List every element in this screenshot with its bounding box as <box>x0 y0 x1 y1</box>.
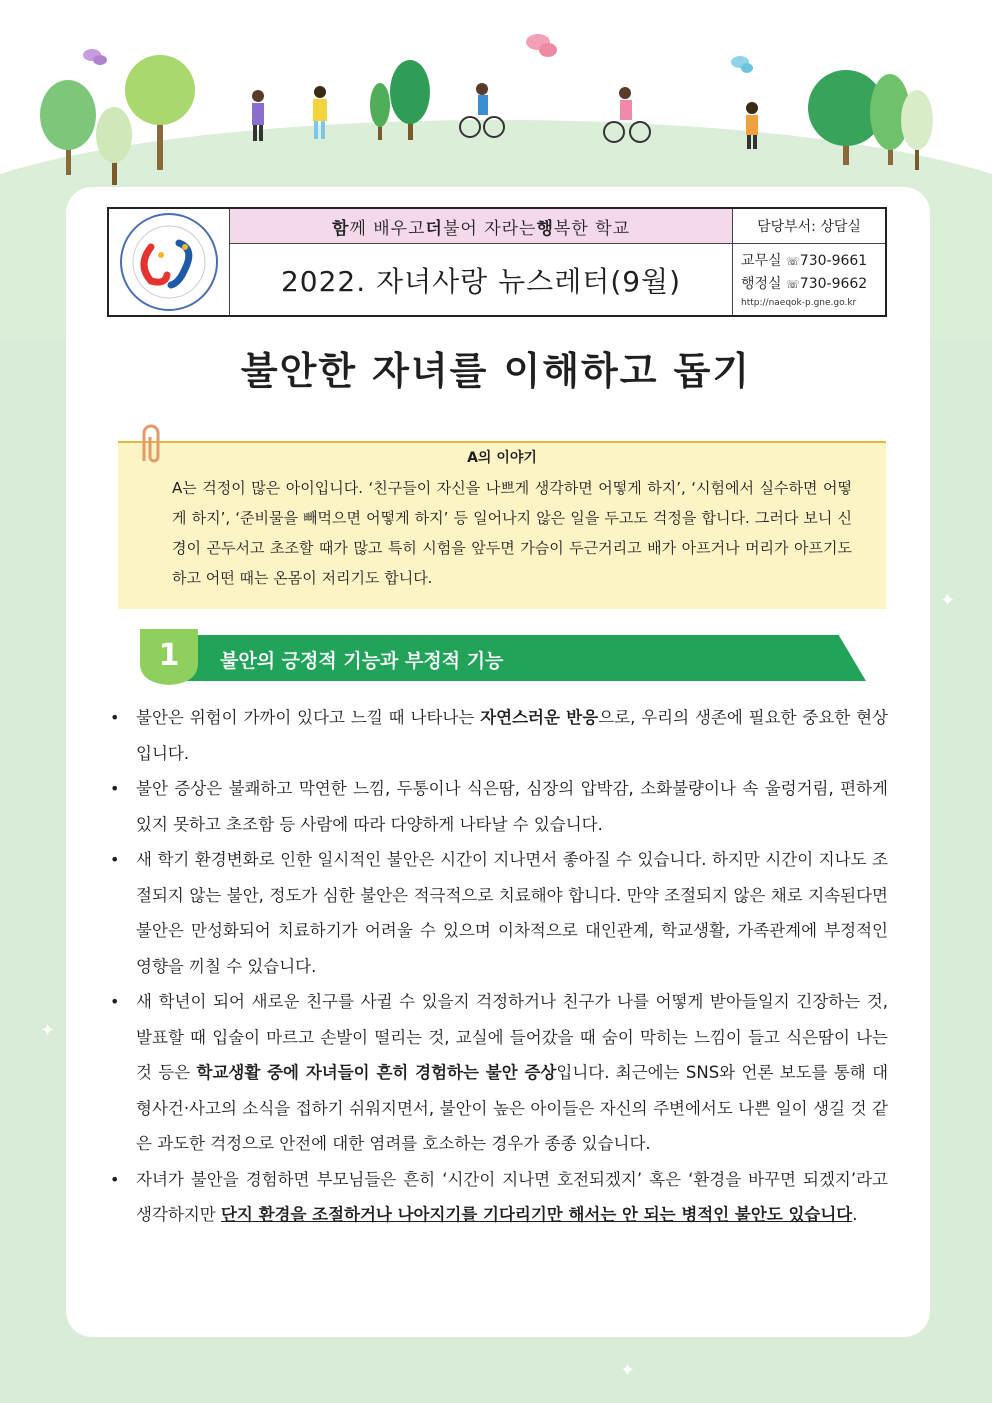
sparkle-decoration: ✦ <box>620 1360 636 1381</box>
admin-phone-row <box>741 273 885 296</box>
bullet-text: 불안 증상은 불쾌하고 막연한 느낌, 두통이나 식은땀, 심장의 압박감, 소화불량이나 속 울렁거림, 편하게 있지 못하고 초조함 등 사람에 따라 다양하게 나타날 수 있습니다. <box>136 779 888 834</box>
admin-label: 행정실 <box>741 276 782 292</box>
slogan-text: 께 배우고 <box>349 218 426 239</box>
admin-phone: 730-9662 <box>799 276 868 292</box>
header-illustration <box>0 0 992 200</box>
list-item <box>110 984 888 1162</box>
butterfly-icon <box>731 56 753 73</box>
story-heading: A의 이야기 <box>467 450 537 466</box>
story-body: A는 걱정이 많은 아이입니다. ‘친구들이 자신을 나쁘게 생각하면 어떻게 하지’, ‘시험에서 실수하면 어떻게 하지’, ‘준비물을 빼먹으면 어떻게 하지’ 등 일어나지 않은 일을 두고도 걱정을 합니다. 그러다 보니 신경이 곤두서고 초조할 때가 많고 특히 시험을 앞두면 가슴이 두근거리고 배가 아프거나 머리가 아프기도 하고 어떤 때는 온몸이 저리기도 합니다. <box>172 479 852 587</box>
bullet-text: 새 학기 환경변화로 인한 일시적인 불안은 시간이 지나면서 좋아질 수 있습니다. 하지만 시간이 지나도 조절되지 않는 불안, 정도가 심한 불안은 적극적으로 치료해야 합니다. 만약 조절되지 않은 채로 지속된다면 불안은 만성화되어 치료하기가 어려울 수 있으며 이차적으로 대인관계, 학교생활, 가족관계에 부정적인 영향을 끼칠 수 있습니다. <box>136 850 888 976</box>
bullet-text: 불안은 위험이 가까이 있다고 느낄 때 나타나는 <box>136 708 481 727</box>
person-illustration <box>252 90 264 141</box>
office-phone-row <box>741 250 885 273</box>
butterfly-icon <box>526 34 557 57</box>
phone-icon: ☏ <box>786 278 800 291</box>
bicycle-illustration <box>604 87 650 142</box>
phone-icon: ☏ <box>786 255 800 268</box>
school-logo <box>109 209 230 315</box>
bullet-text: 입니다. 최근에는 SNS와 언론 보도를 통해 대형사건·사고의 소식을 접하기 쉬워지면서, 불안이 높은 아이들은 자신의 주변에서도 나쁜 일이 생길 것 같은 과도한 걱정으로 안전에 대한 염려를 호소하는 경우가 종종 있습니다. <box>136 1063 889 1153</box>
bicycle-illustration <box>460 83 504 137</box>
sparkle-decoration: ✦ <box>428 400 444 421</box>
list-item <box>110 1162 888 1233</box>
newsletter-header <box>107 207 887 317</box>
contact-info <box>741 250 885 310</box>
tree-illustration <box>808 70 933 170</box>
slogan-highlight: 함 <box>331 218 350 239</box>
section-number: 1 <box>158 638 180 673</box>
slogan-highlight: 더 <box>425 218 443 239</box>
bullet-text: 으로, 우리의 생존에 필요한 중요한 현상입니다. <box>136 708 888 763</box>
slogan-highlight: 행 <box>536 218 554 239</box>
bullet-text: 새 학년이 되어 새로운 친구를 사귈 수 있을지 걱정하거나 친구가 나를 어떻게 받아들일지 긴장하는 것, 발표할 때 입술이 마르고 손발이 떨리는 것, 교실에 들어갔을 때 숨이 막히는 느낌이 들고 식은땀이 나는 것 등은 <box>136 992 888 1082</box>
bullet-text: 자녀가 불안을 경험하면 부모님들은 흔히 ‘시간이 지나면 호전되겠지’ 혹은 ‘환경을 바꾸면 되겠지’라고 생각하지만 <box>136 1169 888 1224</box>
tree-illustration <box>40 55 430 185</box>
office-phone: 730-9661 <box>799 253 868 269</box>
sparkle-decoration: ✦ <box>940 590 956 611</box>
sparkle-decoration: ✦ <box>72 622 88 643</box>
main-title: 불안한 자녀를 이해하고 돕기 <box>240 349 752 393</box>
bullet-list <box>110 700 888 1233</box>
slogan-text: 불어 자라는 <box>442 218 537 239</box>
bullet-emphasis: 자연스러운 반응 <box>480 708 599 727</box>
story-box <box>118 441 886 609</box>
list-item <box>110 700 888 771</box>
school-slogan <box>230 209 733 244</box>
slogan-text: 복한 학교 <box>553 218 630 239</box>
office-label: 교무실 <box>741 253 782 269</box>
department-label: 담당부서: 상담실 <box>733 209 885 244</box>
newsletter-title: 2022. 자녀사랑 뉴스레터(9월) <box>230 244 733 315</box>
section-title: 불안의 긍정적 기능과 부정적 기능 <box>220 650 504 672</box>
list-item <box>110 771 888 842</box>
person-illustration <box>746 102 758 149</box>
sparkle-decoration: ✦ <box>40 1020 56 1041</box>
school-url[interactable]: http://naeqok-p.gne.go.kr <box>741 298 857 308</box>
butterfly-icon <box>83 49 107 65</box>
list-item <box>110 842 888 984</box>
person-illustration <box>313 86 327 139</box>
bullet-emphasis: 단지 환경을 조절하거나 나아지기를 기다리기만 해서는 안 되는 병적인 불안도 있습니다 <box>220 1205 853 1224</box>
bullet-text: . <box>852 1205 858 1224</box>
bullet-emphasis: 학교생활 중에 자녀들이 흔히 경험하는 불안 증상 <box>196 1063 557 1082</box>
